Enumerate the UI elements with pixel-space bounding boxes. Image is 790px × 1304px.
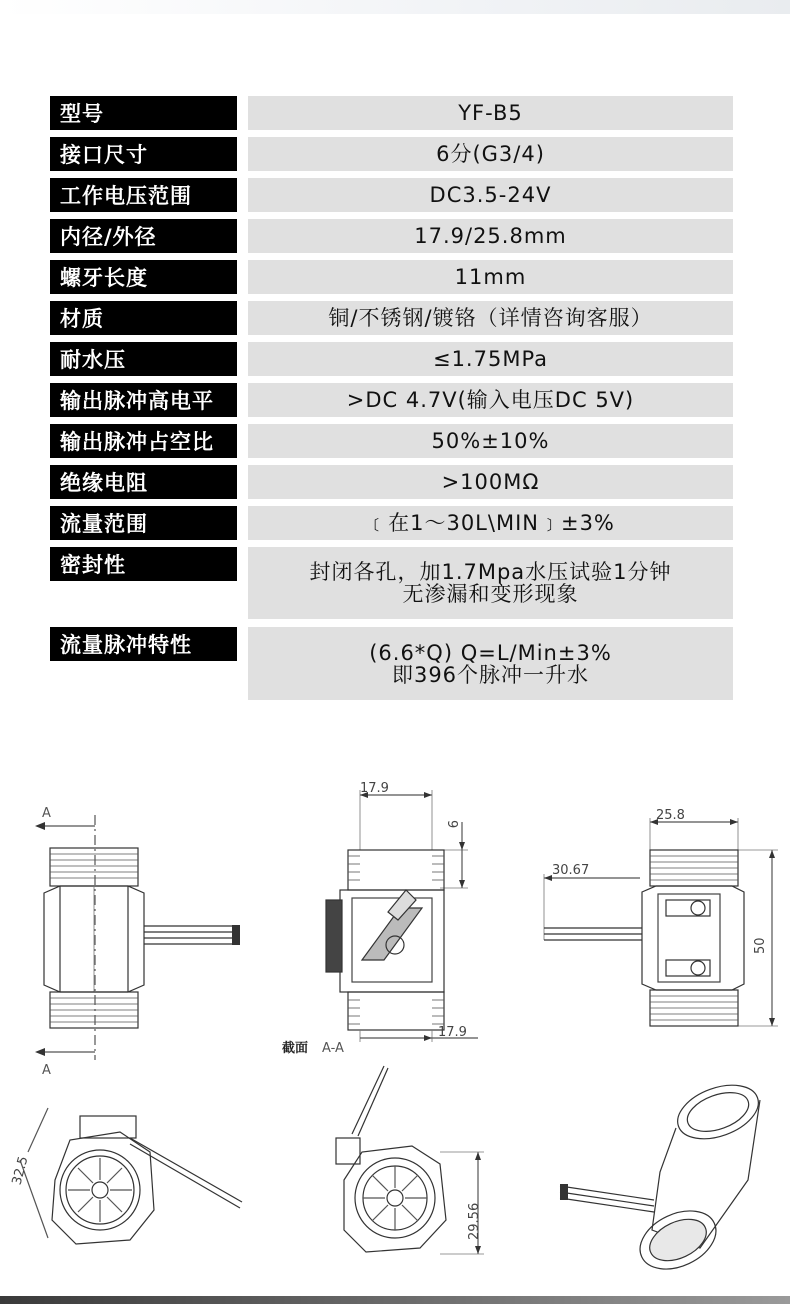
spec-value-text: >100MΩ	[441, 470, 540, 494]
spec-label: 螺牙长度	[50, 260, 237, 294]
front-view-drawing	[544, 808, 778, 1026]
end-view-left-drawing	[10, 1108, 242, 1244]
spec-value-text: 封闭各孔，加1.7Mpa水压试验1分钟	[309, 560, 672, 584]
dim-width: 32.5	[9, 1154, 32, 1187]
spec-value-text: 铜/不锈钢/镀铬（详情咨询客服）	[328, 306, 653, 330]
perspective-view-drawing	[560, 1075, 766, 1280]
section-caption: A-A	[322, 1041, 344, 1056]
spec-label: 内径/外径	[50, 219, 237, 253]
dim-thread: 9	[444, 820, 459, 829]
spec-value-text: YF-B5	[458, 101, 523, 125]
spec-value-text: 无渗漏和变形现象	[402, 582, 579, 606]
spec-value-text: ﹝在1～30L\MIN﹞±3%	[366, 511, 615, 535]
spec-label: 输出脉冲高电平	[50, 383, 237, 417]
spec-value	[248, 547, 733, 619]
side-view-drawing	[35, 806, 240, 1078]
spec-value	[248, 219, 733, 253]
dim-wire: 30.67	[552, 863, 590, 878]
technical-drawings	[0, 760, 790, 1296]
spec-value	[248, 506, 733, 540]
section-caption-bold: 截面	[282, 1041, 309, 1056]
spec-label: 流量脉冲特性	[50, 627, 237, 661]
spec-label: 耐水压	[50, 342, 237, 376]
spec-value-text: (6.6*Q) Q=L/Min±3%	[369, 640, 612, 665]
dim-inner-bottom: 17.9	[438, 1025, 467, 1040]
dim-height: 29.56	[467, 1202, 482, 1240]
spec-label: 密封性	[50, 547, 237, 581]
spec-value	[248, 383, 733, 417]
spec-value-text: ≤1.75MPa	[432, 347, 549, 371]
spec-label: 接口尺寸	[50, 137, 237, 171]
spec-label: 输出脉冲占空比	[50, 424, 237, 458]
spec-value	[248, 96, 733, 130]
cross-section-drawing	[282, 781, 478, 1056]
top-gradient-strip	[0, 0, 790, 14]
spec-label: 工作电压范围	[50, 178, 237, 212]
spec-value	[248, 260, 733, 294]
spec-value-text: 6分(G3/4)	[436, 142, 545, 166]
dim-inner-top: 17.9	[360, 781, 389, 796]
spec-value	[248, 424, 733, 458]
spec-value	[248, 627, 733, 700]
spec-label: 型号	[50, 96, 237, 130]
spec-value-text: 17.9/25.8mm	[414, 224, 567, 248]
section-mark-top: A	[42, 806, 51, 821]
end-view-middle-drawing	[336, 1066, 484, 1254]
spec-label: 流量范围	[50, 506, 237, 540]
spec-value	[248, 342, 733, 376]
spec-value-text: DC3.5-24V	[429, 183, 552, 207]
spec-value-text: 50%±10%	[431, 429, 550, 453]
section-mark-bottom: A	[42, 1063, 51, 1078]
spec-value-text: 即396个脉冲一升水	[391, 662, 590, 687]
spec-value	[248, 178, 733, 212]
dim-length: 50	[753, 937, 768, 954]
bottom-gradient-strip	[0, 1296, 790, 1304]
spec-value-text: >DC 4.7V(输入电压DC 5V)	[346, 388, 635, 412]
spec-value-text: 11mm	[454, 265, 527, 289]
spec-label: 绝缘电阻	[50, 465, 237, 499]
spec-value	[248, 465, 733, 499]
spec-label: 材质	[50, 301, 237, 335]
spec-value	[248, 301, 733, 335]
dim-outer: 25.8	[656, 808, 685, 823]
spec-value	[248, 137, 733, 171]
